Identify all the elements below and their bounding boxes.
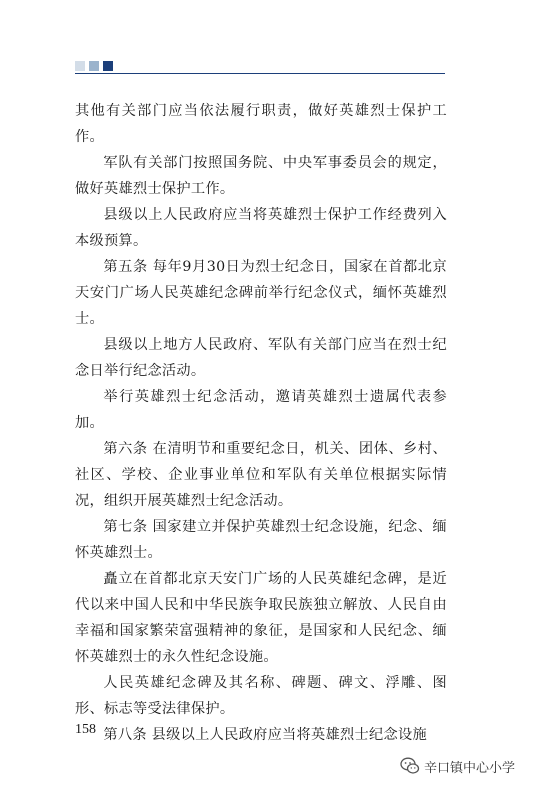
page-header-decoration: [75, 61, 445, 75]
page-number: 158: [75, 722, 96, 737]
header-square-light: [75, 61, 85, 71]
paragraph: 人民英雄纪念碑及其名称、碑题、碑文、浮雕、图形、标志等受法律保护。: [75, 675, 447, 717]
article-paragraph: 第六条 在清明节和重要纪念日，机关、团体、乡村、社区、学校、企业事业单位和军队有关单位根据实际情况，组织开展英雄烈士纪念活动。: [75, 441, 447, 509]
watermark-text: 辛口镇中心小学: [424, 760, 516, 776]
header-rule: [75, 73, 445, 74]
wechat-icon: [400, 756, 420, 776]
source-watermark: [400, 756, 515, 776]
paragraph: 军队有关部门按照国务院、中央军事委员会的规定，做好英雄烈士保护工作。: [75, 155, 447, 197]
paragraph: 其他有关部门应当依法履行职责，做好英雄烈士保护工作。: [75, 103, 447, 145]
article-paragraph: 第七条 国家建立并保护英雄烈士纪念设施，纪念、缅怀英雄烈士。: [75, 519, 447, 561]
header-square-medium: [89, 61, 99, 71]
body-text: [75, 98, 447, 748]
article-paragraph: 第八条 县级以上人民政府应当将英雄烈士纪念设施: [103, 727, 427, 743]
paragraph: 县级以上地方人民政府、军队有关部门应当在烈士纪念日举行纪念活动。: [75, 337, 447, 379]
paragraph: 县级以上人民政府应当将英雄烈士保护工作经费列入本级预算。: [75, 207, 447, 249]
paragraph: 矗立在首都北京天安门广场的人民英雄纪念碑，是近代以来中国人民和中华民族争取民族独立解放、人民自由幸福和国家繁荣富强精神的象征，是国家和人民纪念、缅怀英雄烈士的永久性纪念设施。: [75, 571, 447, 665]
header-square-dark: [103, 61, 113, 71]
paragraph: 举行英雄烈士纪念活动，邀请英雄烈士遗属代表参加。: [75, 389, 447, 431]
article-paragraph: 第五条 每年9月30日为烈士纪念日，国家在首都北京天安门广场人民英雄纪念碑前举行纪念仪式，缅怀英雄烈士。: [75, 259, 447, 327]
